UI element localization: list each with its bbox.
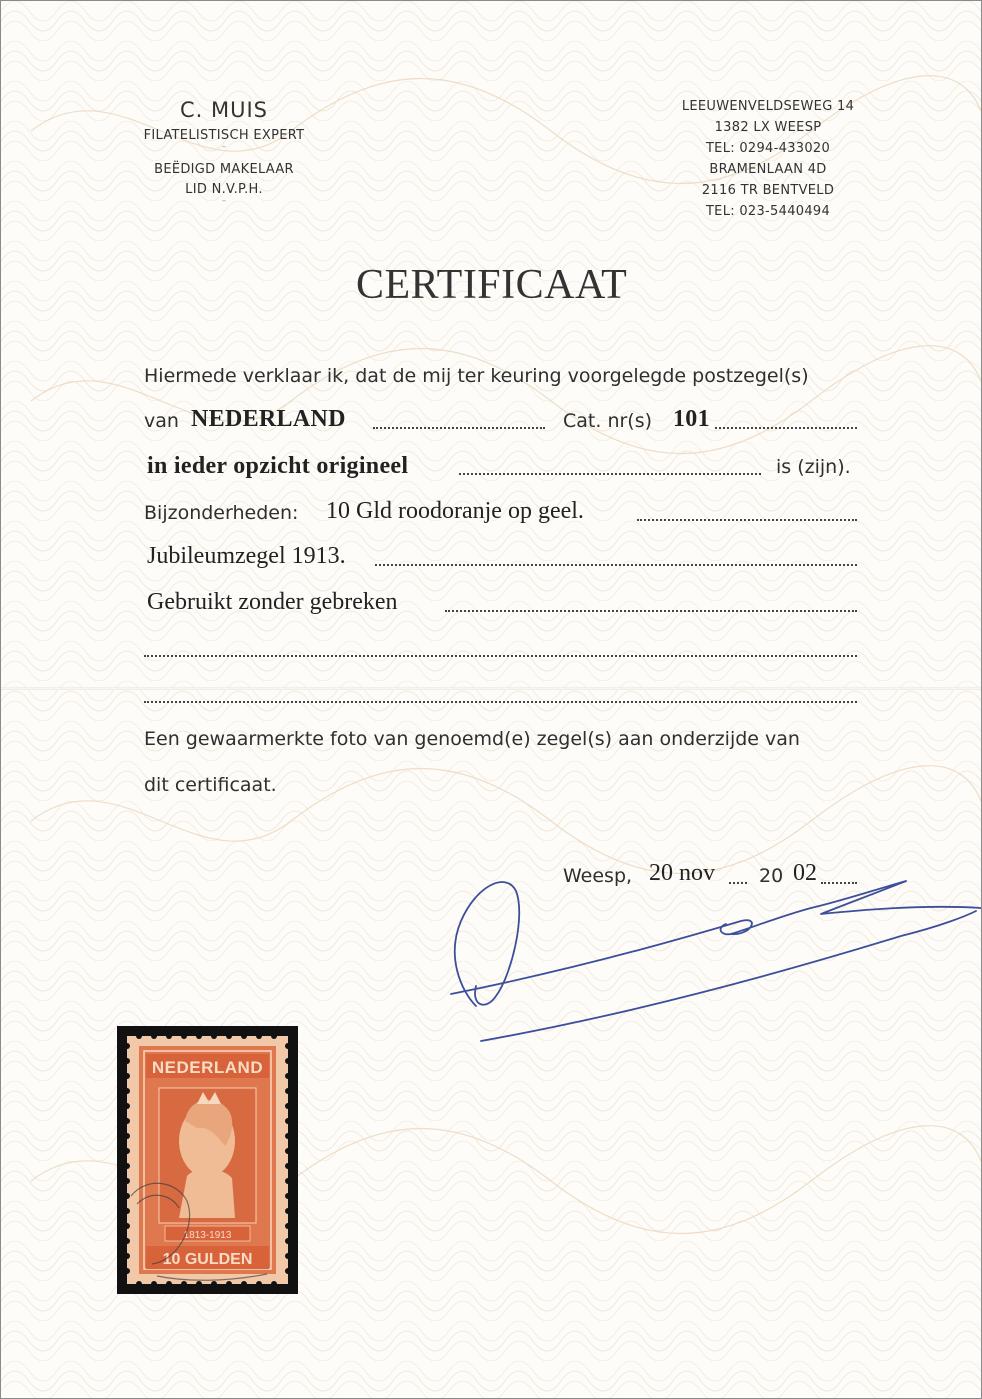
- address-line: 1382 LX WEESP: [714, 120, 822, 135]
- van-label: van: [144, 410, 179, 432]
- place-label: Weesp,: [563, 865, 633, 887]
- stamp-country: NEDERLAND: [151, 1058, 264, 1077]
- expert-header: [124, 98, 324, 206]
- cat-label: Cat. nr(s): [563, 410, 653, 432]
- country-value: NEDERLAND: [191, 406, 346, 432]
- dotted-line: [459, 473, 761, 475]
- is-label: is (zijn).: [776, 456, 851, 478]
- separator: –: [221, 196, 227, 206]
- stamp-photo: [117, 1026, 298, 1294]
- verdict-value: in ieder opzicht origineel: [147, 453, 409, 479]
- address-line: LEEUWENVELDSEWEG 14: [681, 99, 855, 114]
- dotted-line: [715, 427, 857, 429]
- dotted-line: [144, 655, 857, 657]
- certificate-title: CERTIFICAAT: [356, 262, 628, 308]
- dotted-line: [445, 610, 857, 612]
- dotted-line: [373, 427, 545, 429]
- expert-name: C. MUIS: [179, 98, 269, 122]
- expert-title: FILATELISTISCH EXPERT: [143, 128, 305, 143]
- separator: –: [221, 142, 227, 152]
- date-day-month: 20 nov: [649, 860, 715, 886]
- details-line-1: 10 Gld roodoranje op geel.: [326, 498, 584, 524]
- year-prefix: 20: [759, 865, 784, 887]
- dotted-line: [375, 564, 857, 566]
- intro-text: Hiermede verklaar ik, dat de mij ter keuring voorgelegde postzegel(s): [144, 365, 809, 387]
- cat-number: 101: [673, 406, 710, 432]
- details-label: Bijzonderheden:: [144, 502, 299, 524]
- fold-line: [1, 687, 981, 690]
- address-line: 2116 TR BENTVELD: [701, 183, 835, 198]
- address-line: BRAMENLAAN 4D: [709, 162, 827, 177]
- phone-line: TEL: 0294-433020: [705, 141, 831, 156]
- stamp-value: 10 GULDEN: [162, 1251, 253, 1268]
- closing-text: dit certificaat.: [144, 774, 277, 796]
- dotted-line: [144, 701, 857, 703]
- closing-text: Een gewaarmerkte foto van genoemd(e) zegel(s) aan onderzijde van: [144, 728, 800, 750]
- phone-line: TEL: 023-5440494: [705, 204, 831, 219]
- handwritten-signature: [421, 866, 981, 1056]
- dotted-line: [637, 519, 857, 521]
- details-line-3: Gebruikt zonder gebreken: [147, 589, 398, 615]
- expert-role: BEËDIGD MAKELAAR: [154, 162, 294, 177]
- details-line-2: Jubileumzegel 1913.: [147, 543, 346, 569]
- expert-membership: LID N.V.P.H.: [185, 182, 263, 197]
- address-block: [668, 96, 868, 222]
- year-suffix: 02: [793, 860, 817, 886]
- stamp-years: 1813-1913: [183, 1230, 232, 1241]
